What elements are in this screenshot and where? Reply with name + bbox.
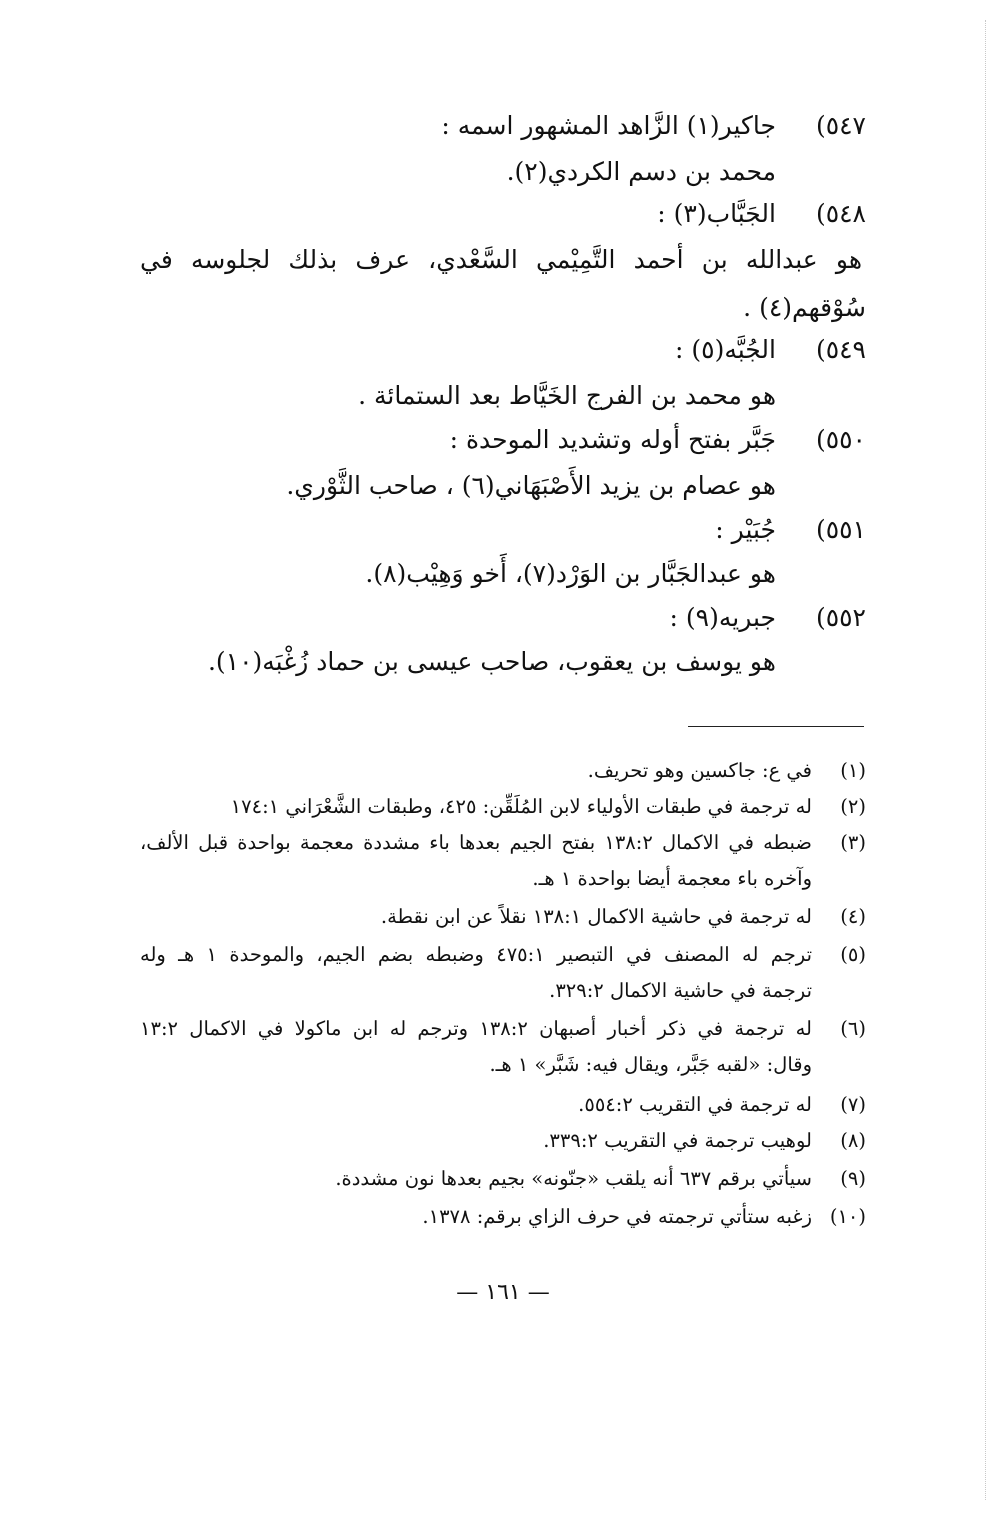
footnote-text: لوهيب ترجمة في التقريب ٣٣٩:٢. bbox=[543, 1129, 812, 1152]
footnote-text: ترجم له المصنف في التبصير ٤٧٥:١ وضبطه بضم الجيم، والموحدة ١ هـ وله bbox=[140, 943, 812, 966]
footnote-6-continuation: وقال: «لقبه جَبَّر، ويقال فيه: شَبَّر» ١ هـ. bbox=[489, 1053, 812, 1076]
footnote-5 bbox=[140, 938, 866, 972]
footnote-7 bbox=[578, 1088, 866, 1122]
entry-number: ٥٥٠) bbox=[815, 425, 866, 454]
entry-550-heading bbox=[450, 418, 866, 462]
entry-551-text: هو عبدالجَبَّار بن الوَرْد(٧)، أَخو وَهِيْب(٨). bbox=[365, 559, 776, 588]
footnote-1 bbox=[588, 754, 866, 788]
footnote-number: (٧) bbox=[840, 1093, 866, 1116]
entry-title: الجُبَّه(٥) : bbox=[675, 335, 776, 364]
footnote-number: (٩) bbox=[840, 1167, 866, 1190]
entry-551-heading bbox=[715, 508, 866, 552]
entry-number: ٥٥٢) bbox=[815, 603, 866, 632]
footnote-2 bbox=[231, 790, 866, 824]
footnote-text: ضبطه في الاكمال ١٣٨:٢ بفتح الجيم بعدها باء مشددة معجمة بواحدة قبل الألف، bbox=[140, 831, 812, 854]
footnote-number: (١٠) bbox=[829, 1205, 866, 1228]
footnote-text: له ترجمة في حاشية الاكمال ١٣٨:١ نقلاً عن ابن نقطة. bbox=[380, 905, 812, 928]
footnote-8 bbox=[543, 1124, 866, 1158]
footnote-10 bbox=[422, 1200, 866, 1234]
entry-number: ٥٤٨) bbox=[815, 199, 866, 228]
entry-547-heading bbox=[441, 104, 866, 148]
entry-number: ٥٥١) bbox=[815, 515, 866, 544]
footnote-text: في ع: جاكسين وهو تحريف. bbox=[587, 759, 812, 782]
footnote-text: زغبه ستأتي ترجمته في حرف الزاي برقم: ١٣٧٨. bbox=[422, 1205, 812, 1228]
footnote-3 bbox=[140, 826, 866, 860]
footnote-number: (٦) bbox=[840, 1017, 866, 1040]
footnote-text: سيأتي برقم ٦٣٧ أنه يلقب «جنّونه» بجيم بعدها نون مشددة. bbox=[335, 1167, 812, 1190]
footnote-5-continuation: ترجمة في حاشية الاكمال ٣٢٩:٢. bbox=[549, 979, 812, 1002]
footnote-text: له ترجمة في التقريب ٥٥٤:٢. bbox=[578, 1093, 812, 1116]
entry-548-text-line-1: هو عبدالله بن أحمد التَّمِيْمي السَّعْدي، عرف بذلك لجلوسه في bbox=[140, 245, 862, 274]
entry-547-text: محمد بن دسم الكردي(٢). bbox=[506, 157, 776, 186]
entry-number: ٥٤٩) bbox=[815, 335, 866, 364]
footnote-6 bbox=[140, 1012, 866, 1046]
footnote-separator bbox=[688, 726, 864, 727]
entry-title: الجَبَّاب(٣) : bbox=[657, 199, 776, 228]
footnote-4 bbox=[381, 900, 866, 934]
footnote-9 bbox=[335, 1162, 866, 1196]
entry-552-heading bbox=[670, 596, 866, 640]
entry-title: جاكير(١) الزَّاهد المشهور اسمه : bbox=[441, 111, 776, 140]
entry-550-text: هو عصام بن يزيد الأَصْبَهَاني(٦) ، صاحب الثَّوْري. bbox=[286, 471, 776, 500]
footnote-text: له ترجمة في طبقات الأولياء لابن المُلَقِّن: ٤٢٥، وطبقات الشَّعْرَاني ١٧٤:١ bbox=[230, 795, 812, 818]
entry-548-heading bbox=[657, 192, 866, 236]
entry-number: ٥٤٧) bbox=[815, 111, 866, 140]
entry-title: جَبَّر بفتح أوله وتشديد الموحدة : bbox=[449, 425, 776, 454]
footnote-text: له ترجمة في ذكر أخبار أصبهان ١٣٨:٢ وترجم له ابن ماكولا في الاكمال ١٣:٢ bbox=[140, 1017, 812, 1040]
footnote-3-continuation: وآخره باء معجمة أيضا بواحدة ١ هـ. bbox=[532, 867, 812, 890]
footnote-number: (١) bbox=[840, 759, 866, 782]
entry-title: جبريه(٩) : bbox=[669, 603, 776, 632]
entry-549-heading bbox=[675, 328, 866, 372]
footnote-number: (٢) bbox=[840, 795, 866, 818]
entry-title: جُبَيْر : bbox=[715, 515, 776, 544]
footnote-number: (٤) bbox=[840, 905, 866, 928]
entry-552-text: هو يوسف بن يعقوب، صاحب عيسى بن حماد زُغْبَه(١٠). bbox=[207, 647, 776, 676]
footnote-number: (٣) bbox=[840, 831, 866, 854]
footnote-number: (٨) bbox=[840, 1129, 866, 1152]
footnote-number: (٥) bbox=[840, 943, 866, 966]
entry-548-text-line-2: سُوْقهم(٤) . bbox=[743, 293, 866, 322]
entry-549-text: هو محمد بن الفرج الخَيَّاط بعد الستمائة . bbox=[358, 381, 776, 410]
page-number: — ١٦١ — bbox=[456, 1280, 550, 1305]
